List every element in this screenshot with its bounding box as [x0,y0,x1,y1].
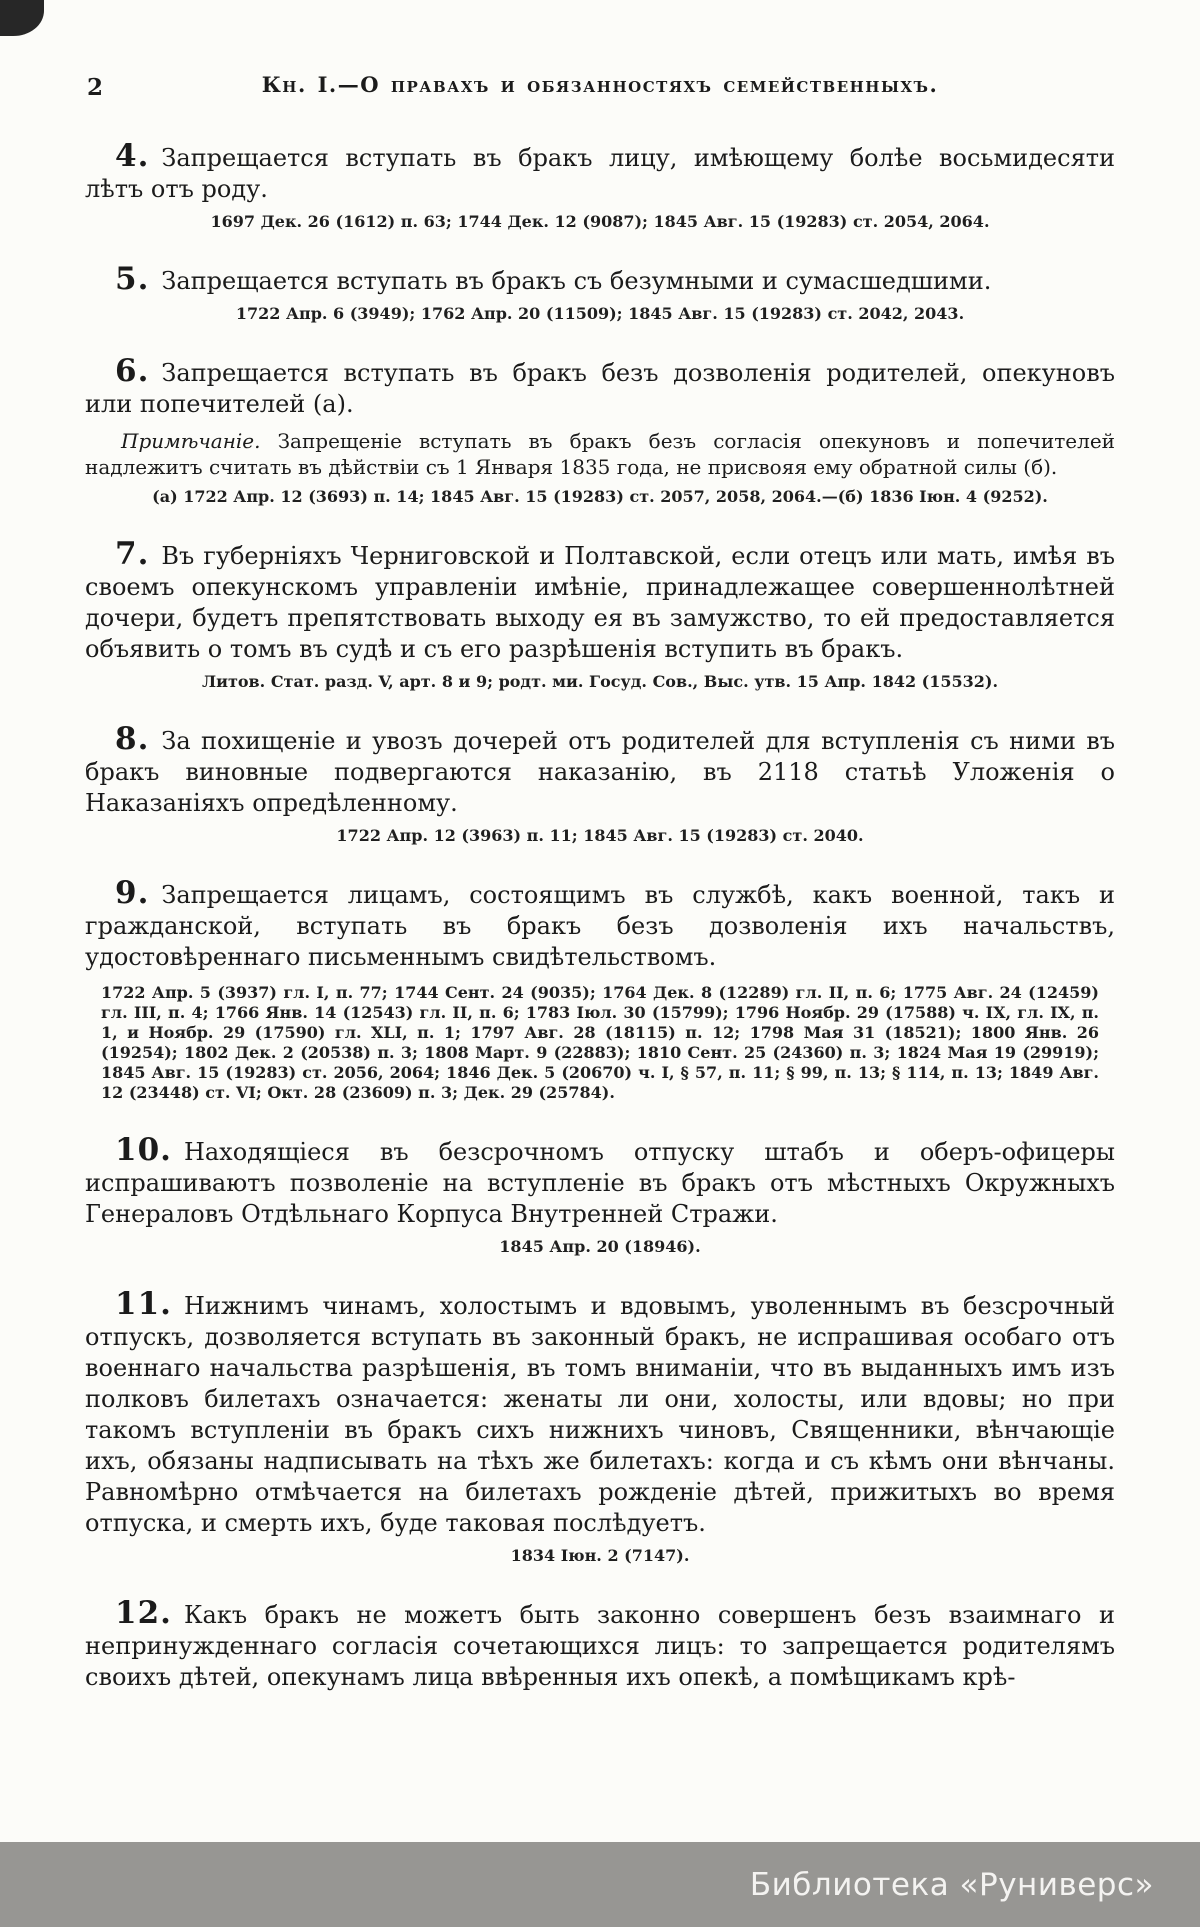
article-9 [85,875,1115,1103]
article-note [85,428,1115,480]
watermark-text: Библиотека «Руниверс» [749,1866,1154,1903]
note-text: Запрещеніе вступать въ бракъ безъ согласія опекуновъ и попечителей надлежитъ считать въ дѣйствіи съ 1 Января 1835 года, не присвояя ему обратной силы (б). [85,429,1116,479]
article-5 [85,261,1115,324]
article-number: 6. [115,353,150,389]
article-citation: 1722 Апр. 5 (3937) гл. I, п. 77; 1744 Сент. 24 (9035); 1764 Дек. 8 (12289) гл. II, п. 6; 1775 Авг. 24 (12459) гл. III, п. 4; 1766 Янв. 14 (12543) гл. II, п. 6; 1783 Іюл. 30 (15799); 1796 Ноябр. 29 (17588) ч. IX, гл. IX, п. 1, и Ноябр. 29 (17590) гл. XLI, п. 1; 1797 Авг. 28 (18115) п. 12; 1798 Мая 31 (18521); 1800 Янв. 26 (19254); 1802 Дек. 2 (20538) п. 3; 1808 Март. 9 (22883); 1810 Сент. 25 (24360) п. 3; 1824 Мая 19 (29919); 1845 Авг. 15 (19283) ст. 2056, 2064; 1846 Дек. 5 (20670) ч. I, § 57, п. 11; § 99, п. 13; § 114, п. 13; 1849 Авг. 12 (23448) ст. VI; Окт. 28 (23609) п. 3; Дек. 29 (25784). [101,983,1099,1102]
article-7 [85,536,1115,692]
article-4 [85,138,1115,232]
article-paragraph [85,875,1115,973]
article-paragraph [85,261,1115,297]
article-number: 5. [115,261,150,297]
page-number: 2 [87,74,104,101]
article-number: 7. [115,536,150,572]
article-citation: (а) 1722 Апр. 12 (3693) п. 14; 1845 Авг. 15 (19283) ст. 2057, 2058, 2064.—(б) 1836 Іюн. 4 (9252). [152,487,1048,506]
article-citation: 1722 Апр. 12 (3963) п. 11; 1845 Авг. 15 (19283) ст. 2040. [336,826,864,845]
page-header [85,72,1115,101]
article-paragraph [85,1595,1115,1693]
article-number: 12. [115,1595,172,1631]
article-11 [85,1286,1115,1566]
article-number: 8. [115,721,150,757]
article-body-text: Запрещается вступать въ бракъ безъ дозволенія родителей, опекуновъ или попечителей (а). [85,359,1115,418]
article-citation: 1834 Іюн. 2 (7147). [510,1546,690,1565]
article-paragraph [85,1132,1115,1230]
article-body-text: Запрещается вступать въ бракъ лицу, имѣющему болѣе восьмидесяти лѣтъ отъ роду. [85,144,1115,203]
article-body-text: Находящіеся въ безсрочномъ отпуску штабъ и оберъ-офицеры испрашиваютъ позволеніе на вступленіе въ бракъ отъ мѣстныхъ Окружныхъ Генераловъ Отдѣльнаго Корпуса Внутренней Стражи. [85,1138,1115,1228]
article-citation: Литов. Стат. разд. V, арт. 8 и 9; родт. ми. Госуд. Сов., Выс. утв. 15 Апр. 1842 (15532). [201,672,999,691]
article-citation: 1845 Апр. 20 (18946). [499,1237,701,1256]
watermark-band [0,1842,1200,1927]
article-paragraph [85,1286,1115,1539]
article-10 [85,1132,1115,1257]
article-body-text: За похищеніе и увозъ дочерей отъ родителей для вступленія съ ними въ бракъ виновные подвергаются наказанію, въ 2118 статьѣ Уложенія о Наказаніяхъ опредѣленному. [85,727,1115,817]
article-6 [85,353,1116,507]
article-body-text: Запрещается вступать въ бракъ съ безумными и сумасшедшими. [161,267,992,295]
article-body-text: Нижнимъ чинамъ, холостымъ и вдовымъ, уволеннымъ въ безсрочный отпускъ, дозволяется вступать въ законный бракъ, не испрашивая особаго отъ военнаго начальства разрѣшенія, въ томъ вниманіи, что въ выданныхъ имъ изъ полковъ билетахъ означается: женаты ли они, холосты, или вдовы; но при такомъ вступленіи въ бракъ сихъ нижнихъ чиновъ, Священники, вѣнчающіе ихъ, обязаны надписывать на тѣхъ же билетахъ: когда и съ кѣмъ они вѣнчаны. Равномѣрно отмѣчается на билетахъ рожденіе дѣтей, прижитыхъ во время отпуска, и смерть ихъ, буде таковая послѣдуетъ. [85,1292,1115,1537]
article-body-text: Какъ бракъ не можетъ быть законно совершенъ безъ взаимнаго и непринужденнаго согласія сочетающихся лицъ: то запрещается родителямъ своихъ дѣтей, опекунамъ лица ввѣренныя ихъ опекѣ, а помѣщикамъ крѣ- [85,1601,1115,1691]
article-number: 9. [115,875,150,911]
article-number: 4. [115,138,150,174]
article-8 [85,721,1115,846]
article-citation: 1697 Дек. 26 (1612) п. 63; 1744 Дек. 12 (9087); 1845 Авг. 15 (19283) ст. 2054, 2064. [210,212,990,231]
article-body-text: Запрещается лицамъ, состоящимъ въ службѣ, какъ военной, такъ и гражданской, вступать въ бракъ безъ дозволенія ихъ начальствъ, удостовѣреннаго письменнымъ свидѣтельствомъ. [85,881,1115,971]
article-number: 10. [115,1132,172,1168]
article-paragraph [85,721,1115,819]
article-paragraph [85,536,1115,665]
running-title: Кн. I.—О правахъ и обязанностяхъ семейственныхъ. [261,72,939,97]
article-12 [85,1595,1115,1693]
note-label: Примѣчаніе. [121,429,261,453]
article-citation: 1722 Апр. 6 (3949); 1762 Апр. 20 (11509); 1845 Авг. 15 (19283) ст. 2042, 2043. [235,304,965,323]
article-number: 11. [115,1286,172,1322]
article-paragraph [85,138,1115,205]
article-paragraph [85,353,1115,420]
article-body-text: Въ губерніяхъ Черниговской и Полтавской, если отецъ или мать, имѣя въ своемъ опекунскомъ управленіи имѣніе, принадлежащее совершеннолѣтней дочери, будетъ препятствовать выходу ея въ замужство, то ей предоставляется объявить о томъ въ судѣ и съ его разрѣшенія вступить въ бракъ. [85,542,1115,663]
